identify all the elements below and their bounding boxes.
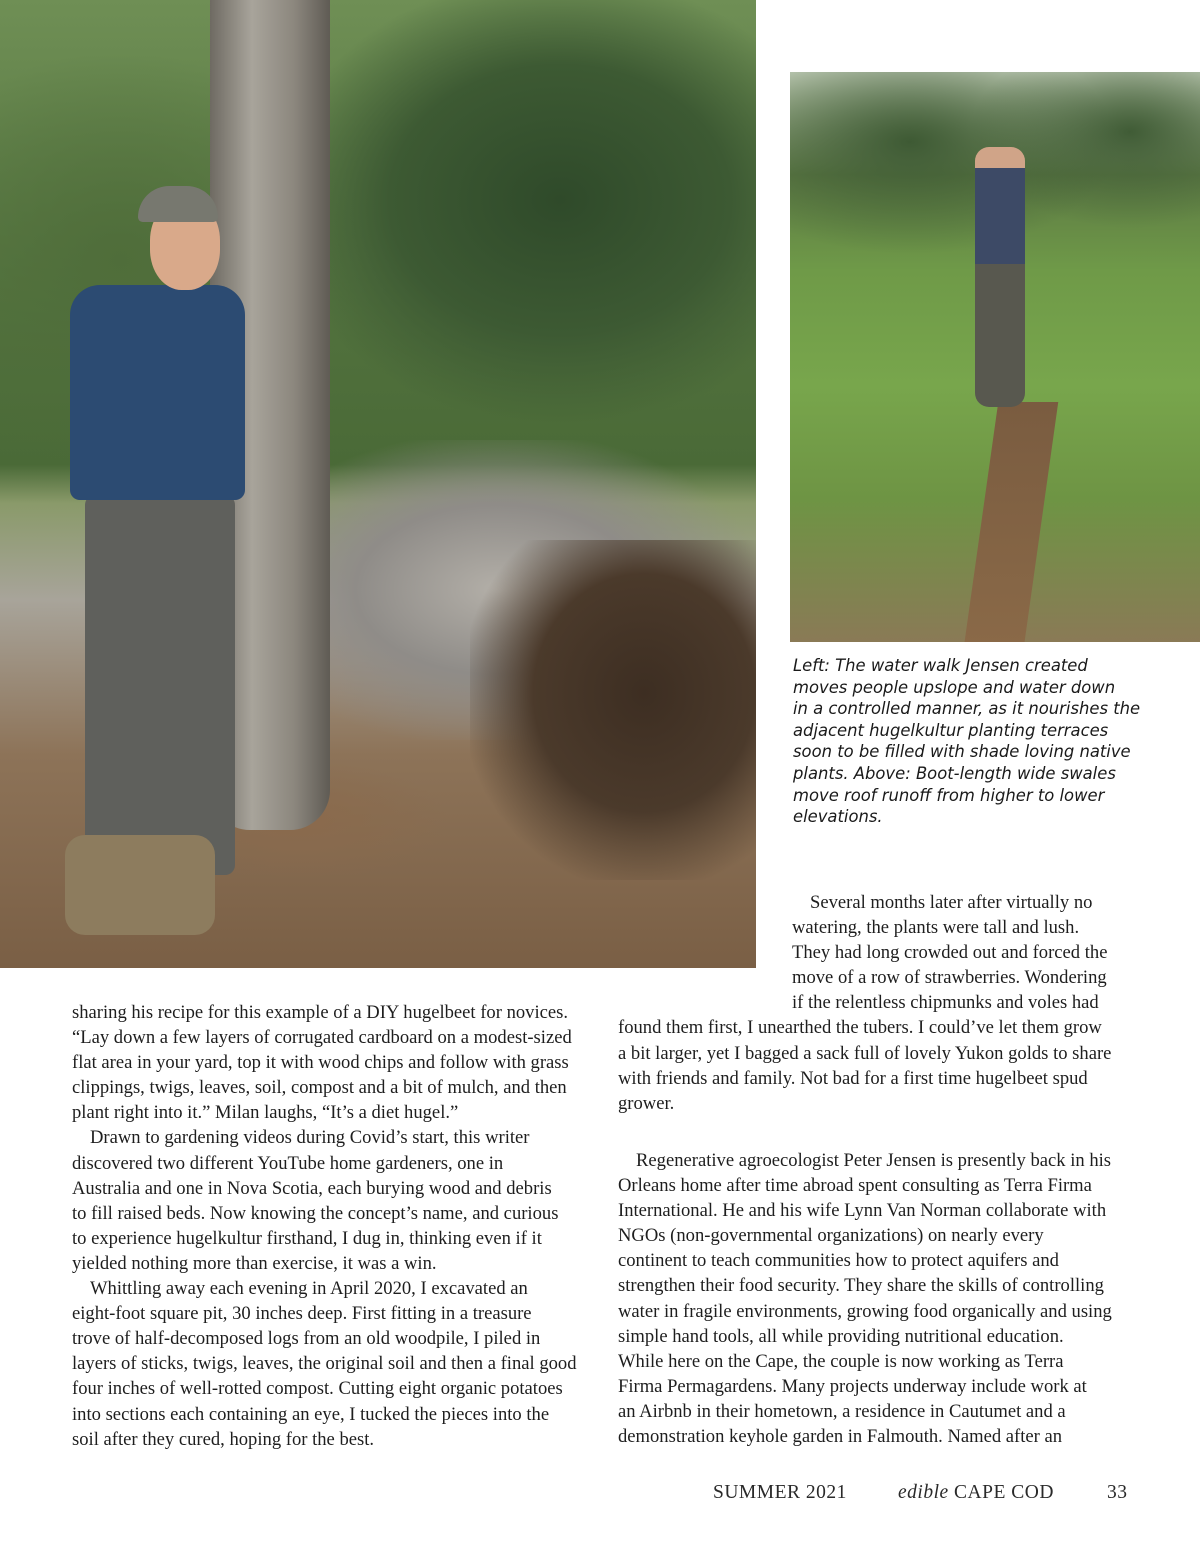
text-line: Firma Permagardens. Many projects underway include work at (618, 1375, 1087, 1397)
text-line: sharing his recipe for this example of a DIY hugelbeet for novices. (72, 1002, 569, 1023)
text-line: strengthen their food security. They share the skills of controlling (618, 1275, 1104, 1297)
article-text-right-top (618, 890, 1133, 1116)
text-line: water in fragile environments, growing food organically and using (618, 1300, 1112, 1322)
text-line: trove of half-decomposed logs from an old woodpile, I piled in (72, 1328, 541, 1350)
photo-caption (793, 655, 1193, 828)
text-line: They had long crowded out and forced the (792, 942, 1108, 964)
footer-issue-date: SUMMER 2021 (713, 1482, 847, 1503)
text-line: Drawn to gardening videos during Covid’s start, this writer (90, 1127, 530, 1149)
text-line: soil after they cured, hoping for the best. (72, 1428, 375, 1450)
caption-line: move roof runoff from higher to lower (793, 785, 1105, 805)
swale-trench (962, 402, 1059, 642)
caption-line: Left: The water walk Jensen created (793, 656, 1088, 675)
text-line: Australia and one in Nova Scotia, each burying wood and debris (72, 1177, 552, 1199)
text-line: Regenerative agroecologist Peter Jensen is presently back in his (636, 1150, 1112, 1171)
text-line: to experience hugelkultur firsthand, I dug in, thinking even if it (72, 1227, 542, 1249)
article-text-left (72, 1000, 587, 1452)
text-line: four inches of well-rotted compost. Cutting eight organic potatoes (72, 1378, 563, 1400)
text-line: Several months later after virtually no (810, 892, 1093, 913)
footer-magazine-rest: CAPE COD (948, 1482, 1054, 1503)
text-line: if the relentless chipmunks and voles had (792, 992, 1099, 1014)
text-line: an Airbnb in their hometown, a residence in Cautumet and a (618, 1400, 1066, 1422)
text-line: found them first, I unearthed the tubers. I could’ve let them grow (618, 1017, 1102, 1039)
page-number: 33 (1107, 1482, 1128, 1503)
text-line: layers of sticks, twigs, leaves, the original soil and then a final good (72, 1353, 577, 1375)
caption-line: soon to be filled with shade loving native (793, 742, 1131, 762)
text-line: continent to teach communities how to protect aquifers and (618, 1250, 1059, 1272)
photo-man-by-tree (0, 0, 756, 968)
text-line: clippings, twigs, leaves, soil, compost and a bit of mulch, and then (72, 1077, 567, 1099)
text-line: demonstration keyhole garden in Falmouth. Named after an (618, 1426, 1063, 1448)
person-legs (85, 495, 235, 875)
text-line: International. He and his wife Lynn Van Norman collaborate with (618, 1200, 1107, 1222)
text-line: move of a row of strawberries. Wondering (792, 967, 1107, 989)
text-line: watering, the plants were tall and lush. (792, 917, 1080, 939)
text-line: eight-foot square pit, 30 inches deep. First fitting in a treasure (72, 1303, 532, 1325)
caption-line: plants. Above: Boot-length wide swales (793, 763, 1116, 783)
caption-line: elevations. (793, 807, 883, 827)
person-shirt (70, 285, 245, 500)
text-line: to fill raised beds. Now knowing the concept’s name, and curious (72, 1202, 559, 1224)
standing-person (975, 147, 1025, 407)
text-line: into sections each containing an eye, I tucked the pieces into the (72, 1403, 550, 1425)
photo-swale-trench (790, 72, 1200, 642)
person-cap (138, 186, 218, 222)
text-line: While here on the Cape, the couple is now working as Terra (618, 1350, 1064, 1372)
text-line: discovered two different YouTube home gardeners, one in (72, 1152, 504, 1174)
text-line: Whittling away each evening in April 2020, I excavated an (90, 1278, 528, 1300)
text-line: “Lay down a few layers of corrugated cardboard on a modest-sized (72, 1027, 572, 1049)
text-line: plant right into it.” Milan laughs, “It’s a diet hugel.” (72, 1102, 459, 1124)
text-line: yielded nothing more than exercise, it was a win. (72, 1252, 437, 1274)
footer-magazine-name (898, 1482, 1054, 1504)
text-line: a bit larger, yet I bagged a sack full of lovely Yukon golds to share (618, 1042, 1112, 1064)
text-line: simple hand tools, all while providing nutritional education. (618, 1325, 1064, 1347)
text-line: NGOs (non-governmental organizations) on nearly every (618, 1225, 1044, 1247)
article-text-right-bottom (618, 1148, 1133, 1449)
text-line: grower. (618, 1092, 675, 1114)
caption-line: in a controlled manner, as it nourishes the (793, 699, 1141, 719)
person-boots (65, 835, 215, 935)
caption-line: adjacent hugelkultur planting terraces (793, 720, 1109, 740)
text-line: Orleans home after time abroad spent consulting as Terra Firma (618, 1175, 1092, 1197)
text-line: flat area in your yard, top it with wood chips and follow with grass (72, 1052, 569, 1074)
footer-magazine-italic: edible (898, 1482, 949, 1503)
text-line: with friends and family. Not bad for a first time hugelbeet spud (618, 1067, 1088, 1089)
mulch-terrace (470, 540, 756, 880)
caption-line: moves people upslope and water down (793, 677, 1116, 697)
